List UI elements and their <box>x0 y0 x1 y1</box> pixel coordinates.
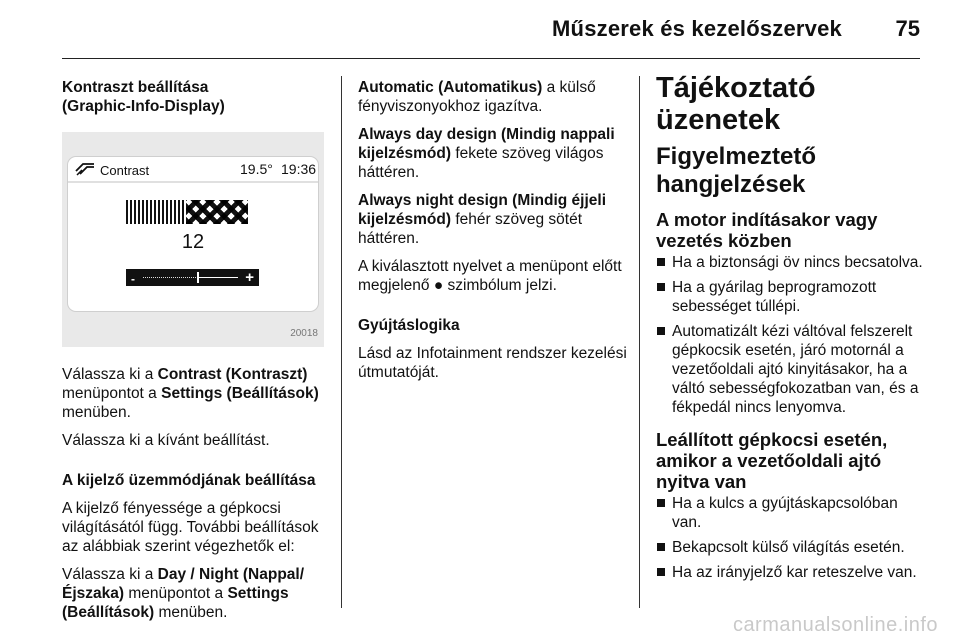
paragraph-select-day-night <box>62 565 332 622</box>
display-menu-label: Contrast <box>100 163 150 178</box>
option-always-night: Always night design (Mindig éjjeli kijelzésmód) <box>358 192 607 228</box>
display-status-bar <box>68 157 318 183</box>
subsection-heading-engine-start: A motor indításakor vagy vezetés közben <box>656 209 878 251</box>
watermark: carmanualsonline.info <box>732 614 938 636</box>
paragraph-display-brightness: A kijelző fényessége a gépkocsi világításától függ. További beállítások az alábbiak szerint végezhetők el: <box>62 500 319 555</box>
display-figure <box>62 132 324 347</box>
text-run: A kiválasztott nyelvet a menüpont előtt megjelenő <box>358 258 622 294</box>
text-run: fehér szöveg sötét háttéren. <box>358 211 582 247</box>
column-1 <box>62 78 332 631</box>
text-run: menüpontot a <box>62 385 162 402</box>
list-item: Bekapcsolt külső világítás esetén. <box>656 538 926 557</box>
display-clock: 19:36 <box>281 161 317 177</box>
subsection-heading-parked-vehicle: Leállított gépkocsi esetén, amikor a vezetőoldali ajtó nyitva van <box>656 429 888 492</box>
column-divider-right <box>639 76 640 608</box>
option-always-day: Always day design (Mindig nappali kijelzésmód) <box>358 126 615 162</box>
section-heading-ignition-logic: Gyújtáslogika <box>358 317 460 334</box>
paragraph-select-contrast <box>62 365 332 422</box>
section-title: Figyelmeztető hangjelzések <box>656 143 817 198</box>
column-divider-left <box>341 76 342 608</box>
paragraph-always-night <box>358 191 630 248</box>
list-item: Automatizált kézi váltóval felszerelt gépkocsik esetén, járó motornál a vezetőoldali ajtó kinyitásakor, ha a váltó sebességfokozatban van, és a fékpedál nincs lenyomva. <box>656 322 926 417</box>
contrast-value: 12 <box>181 231 205 253</box>
filled-circle-icon: ● <box>433 277 444 294</box>
list-item: Ha a kulcs a gyújtáskapcsolóban van. <box>656 494 926 532</box>
menu-term-contrast: Contrast (Kontraszt) <box>157 366 308 383</box>
paragraph-always-day <box>358 125 630 182</box>
menu-term-settings: Settings (Beállítások) <box>161 385 319 402</box>
text-run: menüpontot a <box>124 585 228 602</box>
menu-term-settings: Settings (Beállítások) <box>62 585 289 621</box>
slider-plus: + <box>245 269 254 286</box>
bullet-list-parked-vehicle <box>656 494 926 582</box>
paragraph-select-setting: Válassza ki a kívánt beállítást. <box>62 432 270 449</box>
bullet-list-engine-start <box>656 253 926 417</box>
page-number: 75 <box>895 16 920 41</box>
paragraph-automatic <box>358 78 630 116</box>
contrast-slider <box>126 269 259 286</box>
figure-code: 20018 <box>290 328 318 339</box>
page-header <box>0 0 960 60</box>
heading-line-2: (Graphic-Info-Display) <box>62 98 225 115</box>
section-heading-contrast <box>62 78 332 116</box>
page-header-title: Műszerek és kezelőszervek <box>552 16 842 41</box>
header-divider <box>62 58 920 59</box>
text-run: szimbólum jelzi. <box>443 277 557 294</box>
chapter-title: Tájékoztató üzenetek <box>656 72 816 136</box>
slider-minus: - <box>131 272 135 286</box>
paragraph-selected-language <box>358 257 630 295</box>
list-item: Ha az irányjelző kar reteszelve van. <box>656 563 926 582</box>
list-item: Ha a gyárilag beprogramozott sebességet túllépi. <box>656 278 926 316</box>
section-heading-display-mode: A kijelző üzemmódjának beállítása <box>62 472 316 489</box>
menu-term-day-night: Day / Night (Nappal/ Éjszaka) <box>62 566 305 602</box>
contrast-test-pattern-checker <box>186 200 248 224</box>
text-run: menüben. <box>154 604 228 621</box>
display-screen <box>68 157 318 311</box>
slider-fill <box>198 277 238 278</box>
slider-knob <box>197 272 199 283</box>
text-run: Válassza ki a <box>62 366 158 383</box>
music-note-icon <box>74 161 96 177</box>
column-2 <box>358 78 630 391</box>
list-item: Ha a biztonsági öv nincs becsatolva. <box>656 253 926 272</box>
text-run: menüben. <box>62 404 131 421</box>
text-run: fekete szöveg világos háttéren. <box>358 145 604 181</box>
heading-line-1: Kontraszt beállítása <box>62 79 209 96</box>
column-3 <box>656 72 926 594</box>
display-temperature: 19.5° <box>240 161 273 177</box>
paragraph-ignition-logic: Lásd az Infotainment rendszer kezelési útmutatóját. <box>358 345 627 381</box>
option-automatic: Automatic (Automatikus) <box>358 79 543 96</box>
text-run: a külső fényviszonyokhoz igazítva. <box>358 79 596 115</box>
text-run: Válassza ki a <box>62 566 158 583</box>
